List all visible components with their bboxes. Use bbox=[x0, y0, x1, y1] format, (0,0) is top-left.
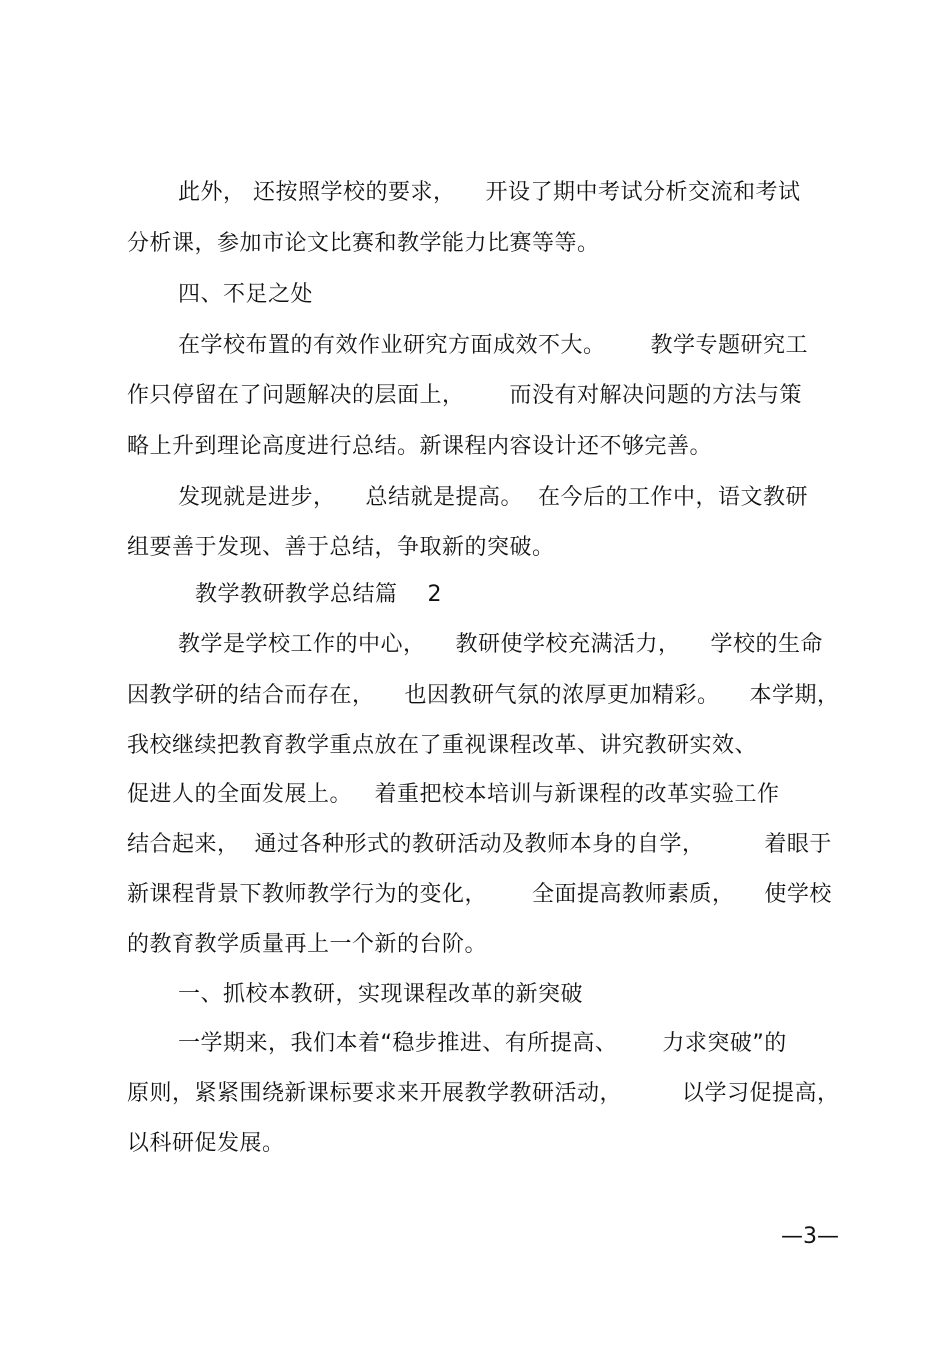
paragraph-line: 在学校布置的有效作业研究方面成效不大。 教学专题研究工 bbox=[178, 333, 808, 358]
page-number: —3— bbox=[781, 1224, 839, 1249]
paragraph-line: 作只停留在了问题解决的层面上， 而没有对解决问题的方法与策 bbox=[127, 383, 802, 408]
paragraph-line: 以科研促发展。 bbox=[127, 1131, 285, 1156]
section-heading: 一、抓校本教研，实现课程改革的新突破 bbox=[178, 982, 584, 1007]
section-heading: 四、不足之处 bbox=[178, 282, 314, 307]
paragraph-line: 略上升到理论高度进行总结。新课程内容设计还不够完善。 bbox=[127, 434, 713, 459]
paragraph-line: 发现就是进步， 总结就是提高。 在今后的工作中，语文教研 bbox=[178, 485, 808, 510]
paragraph-line: 分析课，参加市论文比赛和教学能力比赛等等。 bbox=[127, 231, 600, 256]
paragraph-line: 新课程背景下教师教学行为的变化， 全面提高教师素质， 使学校 bbox=[127, 882, 832, 907]
paragraph-line: 原则，紧紧围绕新课标要求来开展教学教研活动， 以学习促提高， bbox=[127, 1081, 840, 1106]
paragraph-line: 促进人的全面发展上。 着重把校本培训与新课程的改革实验工作 bbox=[127, 782, 780, 807]
paragraph-line: 此外， 还按照学校的要求， 开设了期中考试分析交流和考试 bbox=[178, 180, 801, 205]
article-title: 教学教研教学总结篇 2 bbox=[195, 582, 442, 607]
paragraph-line: 结合起来， 通过各种形式的教研活动及教师本身的自学， 着眼于 bbox=[127, 832, 832, 857]
paragraph-line: 组要善于发现、善于总结，争取新的突破。 bbox=[127, 535, 555, 560]
paragraph-line: 教学是学校工作的中心， 教研使学校充满活力， 学校的生命 bbox=[178, 632, 823, 657]
paragraph-line: 因教学研的结合而存在， 也因教研气氛的浓厚更加精彩。 本学期， bbox=[127, 683, 840, 708]
paragraph-line: 的教育教学质量再上一个新的台阶。 bbox=[127, 932, 488, 957]
paragraph-line: 一学期来，我们本着“稳步推进、有所提高、 力求突破”的 bbox=[178, 1031, 787, 1056]
paragraph-line: 我校继续把教育教学重点放在了重视课程改革、讲究教研实效、 bbox=[127, 733, 758, 758]
